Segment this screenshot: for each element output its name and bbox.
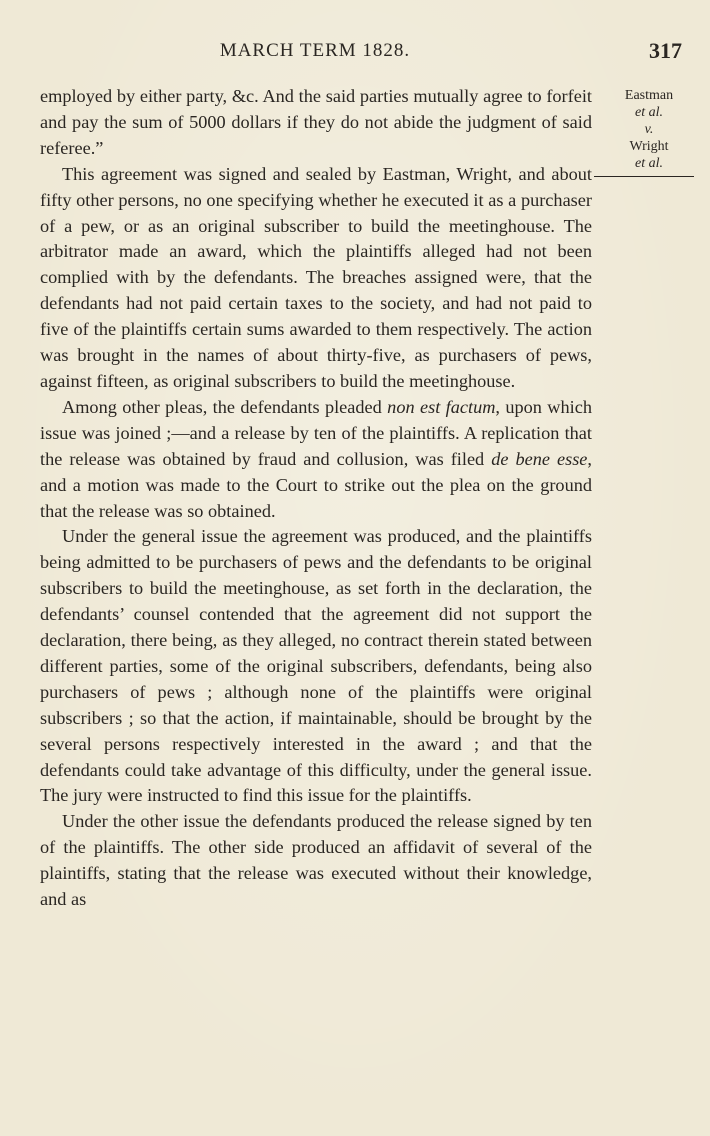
margin-et-al-1: et al.: [635, 105, 663, 120]
margin-et-al-2: et al.: [635, 156, 663, 171]
margin-rule: [594, 176, 694, 177]
paragraph-2: This agreement was signed and sealed by Eastman, Wright, and about fifty other persons, no one specifying whether he executed it as a purchaser of a pew, or as an original subscriber to build the meetinghouse. The arbitrator made an award, which the plaintiffs alleged had not been complied with by the defendants. The breaches assigned were, that the defendants had not paid certain taxes to the society, and had not paid to five of the plaintiffs certain sums awarded to them respectively. The action was brought in the names of about thirty-five, as purchasers of pews, against fifteen, as original subscribers to build the meetinghouse.: [40, 163, 592, 391]
latin-phrase-non-est-factum: non est factum: [387, 396, 496, 417]
paragraph-3-text-a: Among other pleas, the defendants pleaded: [62, 396, 388, 417]
latin-phrase-de-bene-esse: de bene esse: [491, 448, 588, 469]
running-head: MARCH TERM 1828.: [219, 40, 411, 61]
paragraph-5: Under the other issue the defendants produced the release signed by ten of the plaintiffs. The other side produced an affidavit of several of the plaintiffs, stating that the release was executed without their knowledge, and as: [40, 811, 592, 910]
paragraph-3-text-c: , and a motion was made to the Court to strike out the plea on the ground that the release was so obtained.: [40, 448, 592, 521]
body-text: [40, 84, 592, 913]
case-name-margin-note: [604, 87, 694, 172]
paragraph-1: employed by either party, &c. And the said parties mutually agree to forfeit and pay the sum of 5000 dollars if they do not abide the judgment of said referee.”: [40, 86, 592, 158]
paragraph-3-text-b: , upon which issue was joined ;—and a release by ten of the plaintiffs. A replication that the release was obtained by fraud and collusion, was filed: [40, 396, 592, 469]
paragraph-3: [40, 395, 592, 525]
margin-party-2: Wright: [629, 139, 669, 154]
paragraph-4: Under the general issue the agreement was produced, and the plaintiffs being admitted to be purchasers of pews and the defendants to be original subscribers to build the meetinghouse, as set forth in the declaration, the defendants’ counsel contended that the agreement did not support the declaration, there being, as they alleged, no contract therein stated between different parties, some of the original subscribers, defendants, being also purchasers of pews ; although none of the plaintiffs were original subscribers ; so that the action, if maintainable, should be brought by the several persons respectively interested in the award ; and that the defendants could take advantage of this difficulty, under the general issue. The jury were instructed to find this issue for the plaintiffs.: [40, 526, 592, 806]
margin-party-1: Eastman: [624, 88, 674, 103]
page-number: 317: [649, 38, 682, 63]
margin-versus: v.: [644, 122, 654, 137]
